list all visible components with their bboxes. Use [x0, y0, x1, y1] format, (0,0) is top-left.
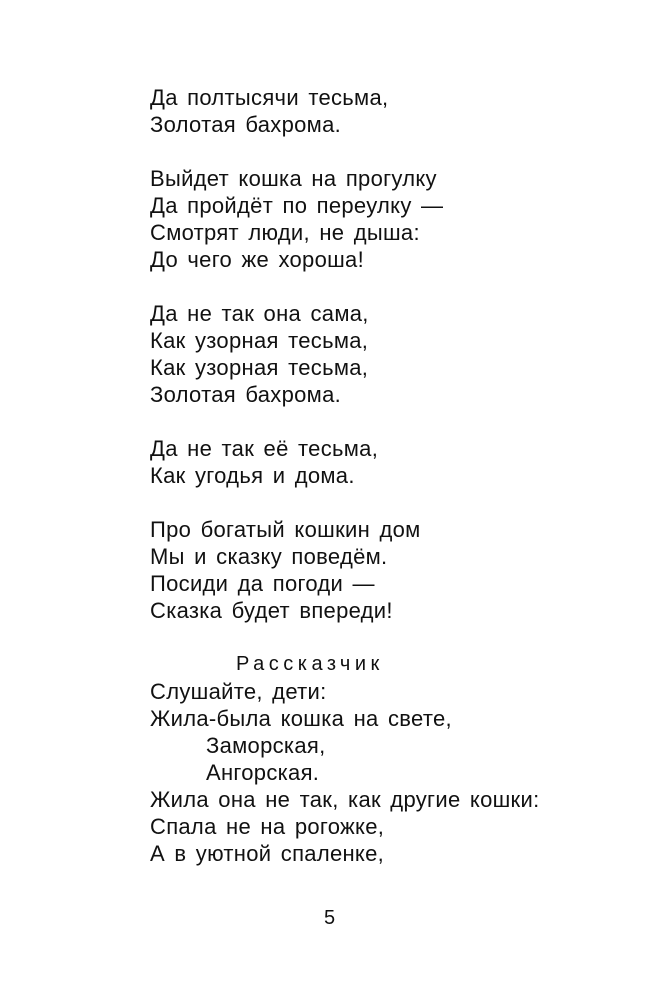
verse-line: Про богатый кошкин дом	[150, 517, 421, 542]
verse-line: Как угодья и дома.	[150, 463, 355, 488]
verse-line: Посиди да погоди —	[150, 571, 375, 596]
verse-line: Спала не на рогожке,	[150, 814, 385, 839]
verse-line: Золотая бахрома.	[150, 382, 342, 407]
verse-line: Жила она не так, как другие кошки:	[150, 787, 540, 812]
verse-line: Выйдет кошка на прогулку	[150, 166, 437, 191]
verse-line: Слушайте, дети:	[150, 679, 327, 704]
verse-line: Как узорная тесьма,	[150, 328, 369, 353]
stanza-5	[150, 516, 620, 624]
verse-line: Как узорная тесьма,	[150, 355, 369, 380]
verse-line: Да не так её тесьма,	[150, 436, 379, 461]
verse-line: Да полтысячи тесьма,	[150, 85, 389, 110]
verse-line: Да пройдёт по переулку —	[150, 193, 444, 218]
verse-line: А в уютной спаленке,	[150, 841, 385, 866]
verse-line-indented: Ангорская.	[206, 760, 320, 785]
verse-line: Жила-была кошка на свете,	[150, 706, 452, 731]
stanza-1	[150, 84, 620, 138]
verse-line: Золотая бахрома.	[150, 112, 342, 137]
stanza-4	[150, 435, 620, 489]
page-number: 5	[323, 907, 336, 929]
verse-line-indented: Заморская,	[206, 733, 326, 758]
verse-line: До чего же хороша!	[150, 247, 365, 272]
verse-line: Да не так она сама,	[150, 301, 369, 326]
verse-line: Смотрят люди, не дыша:	[150, 220, 420, 245]
verse-line: Мы и сказку поведём.	[150, 544, 388, 569]
verse-line: Сказка будет впереди!	[150, 598, 393, 623]
stanza-2	[150, 165, 620, 273]
stanza-3	[150, 300, 620, 408]
speaker-name: Рассказчик	[236, 653, 384, 675]
speaker-section	[150, 651, 620, 867]
poem-text	[150, 84, 620, 867]
